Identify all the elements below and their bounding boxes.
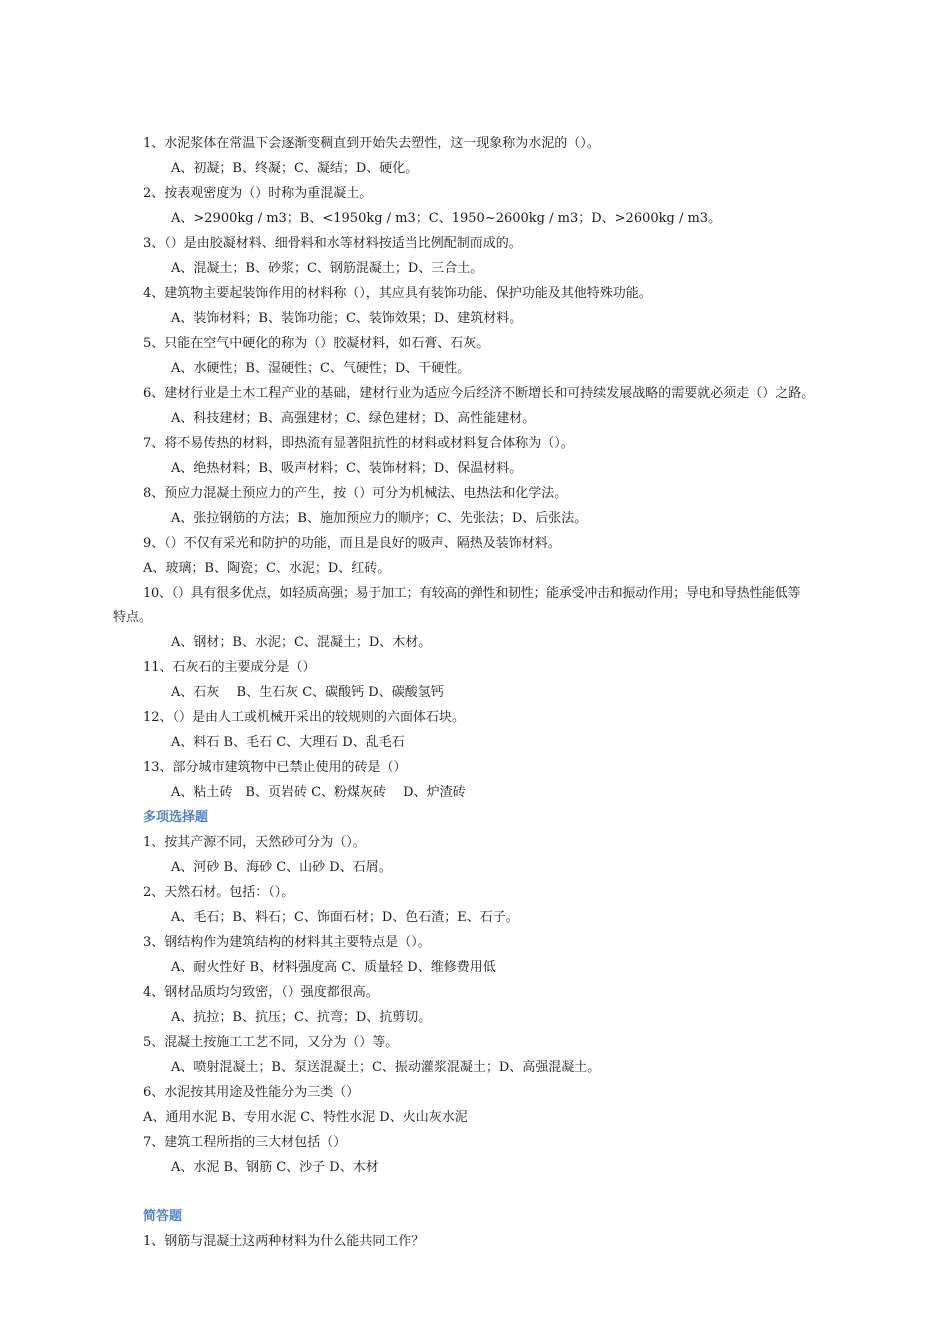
- options-7: A、绝热材料；B、吸声材料；C、装饰材料；D、保温材料。: [171, 461, 523, 476]
- multi-options-6: A、通用水泥 B、专用水泥 C、特性水泥 D、火山灰水泥: [143, 1110, 468, 1125]
- question-6: 6、建材行业是土木工程产业的基础，建材行业为适应今后经济不断增长和可持续发展战略的需要就必须走（）之路。: [143, 386, 815, 401]
- multi-options-1: A、河砂 B、海砂 C、山砂 D、石屑。: [171, 860, 392, 875]
- question-13: 13、部分城市建筑物中已禁止使用的砖是（）: [143, 760, 407, 775]
- multi-question-5: 5、混凝土按施工工艺不同，又分为（）等。: [143, 1035, 399, 1050]
- question-1: 1、水泥浆体在常温下会逐渐变稠直到开始失去塑性，这一现象称为水泥的（）。: [143, 136, 600, 151]
- multi-options-5: A、喷射混凝土；B、泵送混凝土；C、振动灌浆混凝土；D、高强混凝土。: [171, 1060, 601, 1075]
- question-9: 9、（）不仅有采光和防护的功能，而且是良好的吸声、隔热及装饰材料。: [143, 536, 561, 551]
- question-2: 2、按表观密度为（）时称为重混凝土。: [143, 186, 373, 201]
- options-9: A、玻璃；B、陶瓷；C、水泥；D、红砖。: [143, 561, 391, 576]
- multi-options-2: A、毛石；B、料石；C、饰面石材；D、色石渣；E、石子。: [171, 910, 519, 925]
- options-10: A、钢材；B、水泥；C、混凝土；D、木材。: [171, 635, 432, 650]
- multi-question-1: 1、按其产源不同，天然砂可分为（）。: [143, 835, 366, 850]
- options-1: A、初凝；B、终凝；C、凝结；D、硬化。: [171, 161, 419, 176]
- multi-options-7: A、水泥 B、钢筋 C、沙子 D、木材: [171, 1160, 379, 1175]
- question-4: 4、建筑物主要起装饰作用的材料称（），其应具有装饰功能、保护功能及其他特殊功能。: [143, 286, 652, 301]
- options-3: A、混凝土；B、砂浆；C、钢筋混凝土；D、三合土。: [171, 261, 484, 276]
- multi-question-4: 4、钢材品质均匀致密，（）强度都很高。: [143, 985, 379, 1000]
- section-heading-multi-choice: 多项选择题: [143, 810, 209, 825]
- options-4: A、装饰材料；B、装饰功能；C、装饰效果；D、建筑材料。: [171, 311, 523, 326]
- multi-question-3: 3、钢结构作为建筑结构的材料其主要特点是（）。: [143, 935, 431, 950]
- short-question-1: 1、钢筋与混凝土这两种材料为什么能共同工作？: [143, 1234, 425, 1249]
- question-8: 8、预应力混凝土预应力的产生，按（）可分为机械法、电热法和化学法。: [143, 486, 568, 501]
- multi-options-4: A、抗拉；B、抗压；C、抗弯；D、抗剪切。: [171, 1010, 432, 1025]
- options-2: A、>2900kg / m3；B、<1950kg / m3；C、1950~2600kg / m3；D、>2600kg / m3。: [171, 211, 722, 226]
- options-12: A、料石 B、毛石 C、大理石 D、乱毛石: [171, 735, 405, 750]
- question-11: 11、石灰石的主要成分是（）: [143, 660, 316, 675]
- question-12: 12、（）是由人工或机械开采出的较规则的六面体石块。: [143, 710, 466, 725]
- question-7: 7、将不易传热的材料，即热流有显著阻抗性的材料或材料复合体称为（）。: [143, 436, 574, 451]
- question-3: 3、（）是由胶凝材料、细骨料和水等材料按适当比例配制而成的。: [143, 236, 522, 251]
- multi-question-2: 2、天然石材。包括：（）。: [143, 885, 295, 900]
- multi-question-6: 6、水泥按其用途及性能分为三类（）: [143, 1085, 360, 1100]
- options-13: A、粘土砖 B、页岩砖 C、粉煤灰砖 D、炉渣砖: [171, 785, 466, 800]
- options-6: A、科技建材；B、高强建材；C、绿色建材；D、高性能建材。: [171, 411, 536, 426]
- options-8: A、张拉钢筋的方法；B、施加预应力的顺序；C、先张法；D、后张法。: [171, 511, 588, 526]
- options-5: A、水硬性；B、湿硬性；C、气硬性；D、干硬性。: [171, 361, 471, 376]
- options-11: A、石灰 B、生石灰 C、碳酸钙 D、碳酸氢钙: [171, 685, 444, 700]
- section-heading-short-answer: 简答题: [143, 1209, 183, 1224]
- question-10-continued: 特点。: [113, 610, 153, 625]
- question-10: 10、（）具有很多优点，如轻质高强；易于加工；有较高的弹性和韧性；能承受冲击和振动作用；导电和导热性能低等: [143, 586, 801, 601]
- multi-question-7: 7、建筑工程所指的三大材包括（）: [143, 1135, 347, 1150]
- multi-options-3: A、耐火性好 B、材料强度高 C、质量轻 D、维修费用低: [171, 960, 496, 975]
- question-5: 5、只能在空气中硬化的称为（）胶凝材料，如石膏、石灰。: [143, 336, 490, 351]
